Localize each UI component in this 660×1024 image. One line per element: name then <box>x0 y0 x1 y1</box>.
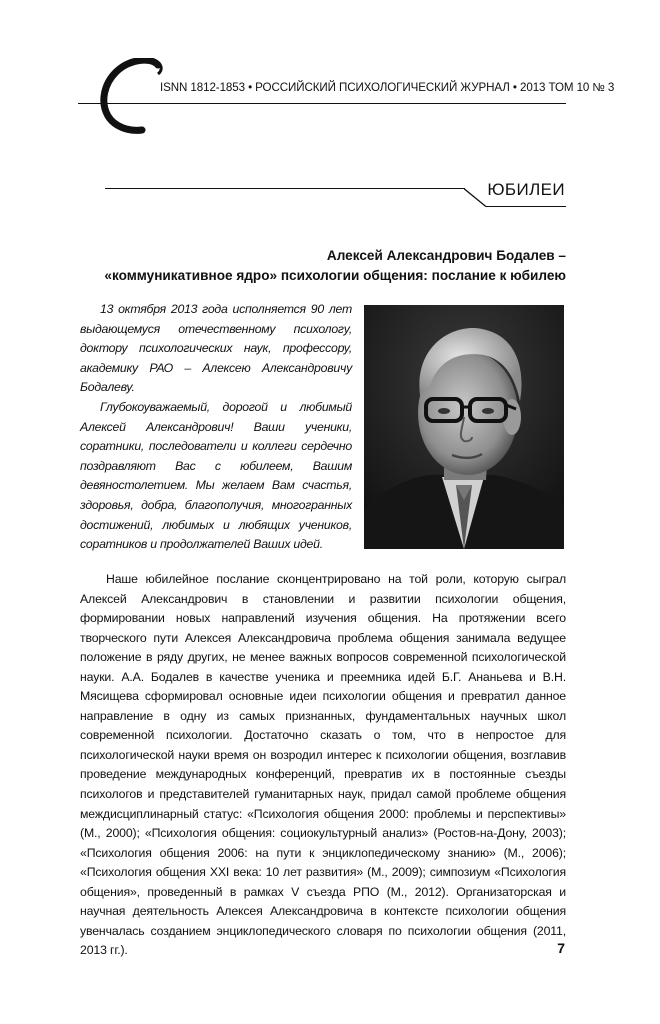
intro-paragraph-2: Глубокоуважаемый, дорогой и любимый Алексей Александрович! Ваши ученики, соратники, последователи и коллеги сердечно поздравляют Вас с юбилеем, Вашим девяностолетием. Мы желаем Вам счастья, здоровья, добра, благополучия, многогранных достижений, любимых и любящих учеников, соратников и продолжателей Ваших идей. <box>80 399 352 552</box>
article-body <box>80 570 566 961</box>
body-paragraph: Наше юбилейное послание сконцентрировано на той роли, которую сыграл Алексей Александрович в становлении и развитии психологии общения, формировании новых направлений изучения общения. На протяжении всего творческого пути Алексея Александровича проблема общения занимала ведущее положение в ряду других, не менее важных вопросов современной психологической науки. А.А. Бодалев в качестве ученика и преемника идей Б.Г. Ананьева и В.Н. Мясищева сформировал основные идеи психологии общения и превратил данное направление в одну из самых признанных, фундаментальных научных школ современной психологии. Достаточно сказать о том, что в непростое для психологической науки время он возродил интерес к психологии общения, возглавив проведение международных конференций, превратив их в постоянные съезды психологов и представителей гуманитарных наук, придал самой проблеме общения междисциплинарный статус: «Психология общения 2000: проблемы и перспективы» (М., 2000); «Психология общения: социокультурный анализ» (Ростов-на-Дону, 2003); «Психология общения 2006: на пути к энциклопедическому знанию» (М., 2006); «Психология общения XXI века: 10 лет развития» (М., 2009); симпозиум «Психология общения», проведенный в рамках V съезда РПО (М., 2012). Организаторская и научная деятельность Алексея Александровича в контексте психологии общения увенчалась созданием энциклопедического словаря по психологии общения (2011, 2013 гг.). <box>80 572 566 958</box>
section-rule-lower <box>486 206 566 207</box>
page-number: 7 <box>557 940 565 956</box>
section-title: ЮБИЛЕИ <box>487 180 565 199</box>
header-rule <box>78 103 566 104</box>
journal-header: ISNN 1812-1853 • РОССИЙСКИЙ ПСИХОЛОГИЧЕСКИЙ ЖУРНАЛ • 2013 ТОМ 10 № 3 <box>160 81 615 94</box>
journal-logo <box>70 58 165 140</box>
article-title <box>80 246 566 286</box>
portrait-illustration <box>364 305 564 549</box>
intro-paragraph-1: 13 октября 2013 года исполняется 90 лет выдающемуся отечественному психологу, доктору психологических наук, профессору, академику РАО – Алексею Александровичу Бодалеву. <box>80 302 352 395</box>
section-rule-bend <box>464 188 488 208</box>
article-title-line-2: «коммуникативное ядро» психологии общения: послание к юбилею <box>104 268 566 283</box>
intro-text <box>80 300 352 555</box>
article-title-line-1: Алексей Александрович Бодалев – <box>326 248 566 263</box>
portrait-photo <box>364 305 564 549</box>
section-rule <box>105 188 465 189</box>
